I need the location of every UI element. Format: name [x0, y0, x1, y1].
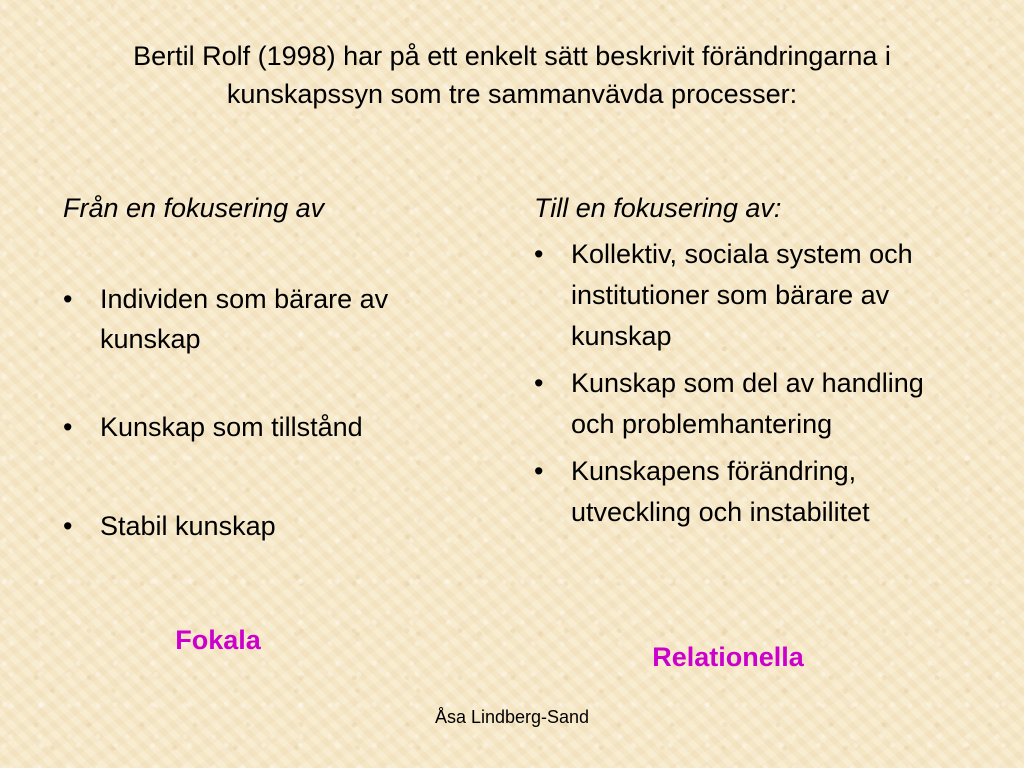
list-item-text: Kunskapens förändring, utveckling och instabilitet — [571, 456, 870, 527]
bullet-icon: • — [63, 284, 73, 314]
list-item — [63, 279, 493, 359]
bullet-icon: • — [63, 511, 73, 541]
footer-author: Åsa Lindberg-Sand — [434, 707, 590, 727]
list-item — [534, 363, 974, 445]
left-column — [63, 188, 493, 605]
list-item-text: Stabil kunskap — [100, 511, 276, 541]
list-item-text: Kollektiv, sociala system och institutioner som bärare av kunskap — [571, 239, 913, 351]
list-item-text: Individen som bärare av kunskap — [100, 284, 389, 354]
right-bullet-list — [534, 234, 974, 533]
bullet-icon: • — [534, 239, 544, 269]
list-item — [63, 506, 493, 546]
list-item-text: Kunskap som tillstånd — [100, 412, 363, 442]
list-item-text: Kunskap som del av handling och problemhantering — [571, 368, 924, 439]
list-item — [63, 407, 493, 447]
relationella-label: Relationella — [652, 642, 804, 672]
left-bullet-list — [63, 279, 493, 546]
list-item — [534, 234, 974, 357]
slide-title: Bertil Rolf (1998) har på ett enkelt sätt beskrivit förändringarna i kunskapssyn som tre sammanvävda processer: — [133, 41, 891, 109]
right-column — [534, 188, 974, 539]
left-column-heading: Från en fokusering av — [63, 193, 325, 223]
right-column-heading: Till en fokusering av: — [534, 193, 782, 223]
fokala-label: Fokala — [175, 625, 261, 655]
bullet-icon: • — [534, 368, 544, 398]
bullet-icon: • — [63, 412, 73, 442]
list-item — [534, 451, 974, 533]
bullet-icon: • — [534, 456, 544, 486]
